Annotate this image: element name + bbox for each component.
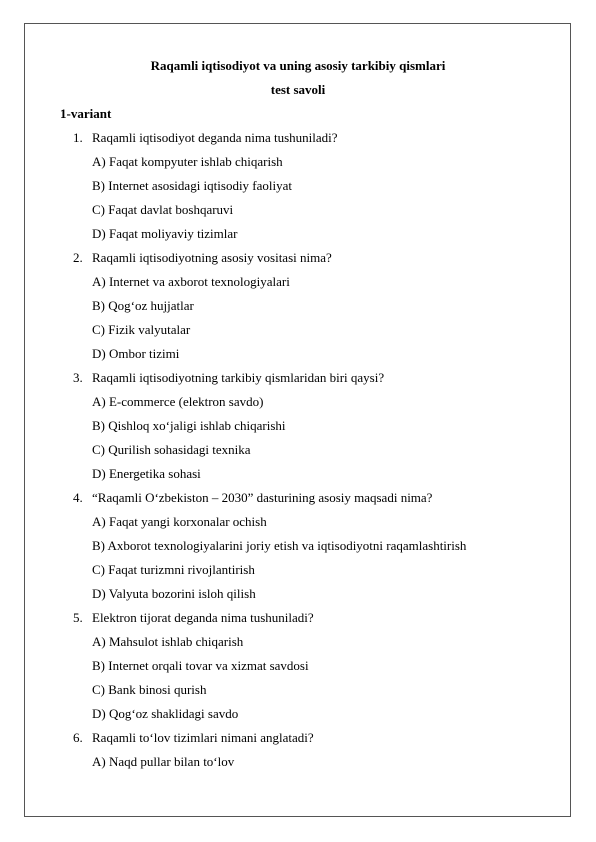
answer-option-text: C) Faqat turizmni rivojlantirish: [92, 562, 255, 577]
answer-option-text: C) Fizik valyutalar: [92, 322, 191, 337]
answer-option: [0, 754, 596, 778]
question-number: 2.: [73, 250, 83, 265]
question-6: [0, 730, 596, 754]
answer-option: [0, 274, 596, 298]
question-number: 4.: [73, 490, 83, 505]
answer-option-text: B) Internet orqali tovar va xizmat savdosi: [92, 658, 309, 673]
answer-option: [0, 538, 596, 562]
answer-option-text: A) Internet va axborot texnologiyalari: [92, 274, 290, 289]
answer-option-text: B) Qog‘oz hujjatlar: [92, 298, 194, 313]
answer-option: [0, 514, 596, 538]
question-5: [0, 610, 596, 634]
question-number: 3.: [73, 370, 83, 385]
question-4: [0, 490, 596, 514]
answer-option-text: A) Naqd pullar bilan to‘lov: [92, 754, 235, 769]
answer-option: [0, 322, 596, 346]
answer-option-text: B) Qishloq xo‘jaligi ishlab chiqarishi: [92, 418, 286, 433]
answer-option: [0, 586, 596, 610]
answer-option: [0, 706, 596, 730]
answer-option-text: D) Energetika sohasi: [92, 466, 201, 481]
answer-option: [0, 466, 596, 490]
answer-option: [0, 178, 596, 202]
answer-option: [0, 226, 596, 250]
answer-option-text: B) Internet asosidagi iqtisodiy faoliyat: [92, 178, 293, 193]
answer-option-text: C) Faqat davlat boshqaruvi: [92, 202, 234, 217]
answer-option: [0, 442, 596, 466]
question-list: [0, 130, 596, 778]
answer-option-text: A) Mahsulot ishlab chiqarish: [92, 634, 244, 649]
answer-option-text: A) E-commerce (elektron savdo): [92, 394, 264, 409]
answer-option-text: D) Ombor tizimi: [92, 346, 180, 361]
document-subtitle: test savoli: [270, 82, 326, 97]
question-text: Raqamli iqtisodiyotning asosiy vositasi nima?: [92, 250, 332, 265]
answer-option: [0, 682, 596, 706]
document-title: Raqamli iqtisodiyot va uning asosiy tarkibiy qismlari: [150, 58, 446, 73]
question-1: [0, 130, 596, 154]
question-text: “Raqamli O‘zbekiston – 2030” dasturining asosiy maqsadi nima?: [92, 490, 433, 505]
question-number: 5.: [73, 610, 83, 625]
answer-option: [0, 418, 596, 442]
answer-option: [0, 202, 596, 226]
answer-option-text: A) Faqat kompyuter ishlab chiqarish: [92, 154, 283, 169]
question-text: Raqamli iqtisodiyot deganda nima tushuniladi?: [92, 130, 338, 145]
question-number: 6.: [73, 730, 83, 745]
answer-option: [0, 562, 596, 586]
answer-option-text: B) Axborot texnologiyalarini joriy etish va iqtisodiyotni raqamlashtirish: [92, 538, 467, 553]
question-number: 1.: [73, 130, 83, 145]
answer-option-text: D) Faqat moliyaviy tizimlar: [92, 226, 238, 241]
answer-option-text: A) Faqat yangi korxonalar ochish: [92, 514, 267, 529]
answer-option-text: C) Bank binosi qurish: [92, 682, 207, 697]
answer-option: [0, 346, 596, 370]
answer-option-text: C) Qurilish sohasidagi texnika: [92, 442, 251, 457]
answer-option: [0, 634, 596, 658]
answer-option: [0, 298, 596, 322]
question-2: [0, 250, 596, 274]
answer-option-text: D) Valyuta bozorini isloh qilish: [92, 586, 256, 601]
answer-option: [0, 394, 596, 418]
variant-label: 1-variant: [60, 106, 112, 121]
question-3: [0, 370, 596, 394]
answer-option: [0, 154, 596, 178]
answer-option: [0, 658, 596, 682]
answer-option-text: D) Qog‘oz shaklidagi savdo: [92, 706, 239, 721]
question-text: Elektron tijorat deganda nima tushuniladi?: [92, 610, 314, 625]
question-text: Raqamli iqtisodiyotning tarkibiy qismlaridan biri qaysi?: [92, 370, 385, 385]
question-text: Raqamli to‘lov tizimlari nimani anglatadi?: [92, 730, 314, 745]
